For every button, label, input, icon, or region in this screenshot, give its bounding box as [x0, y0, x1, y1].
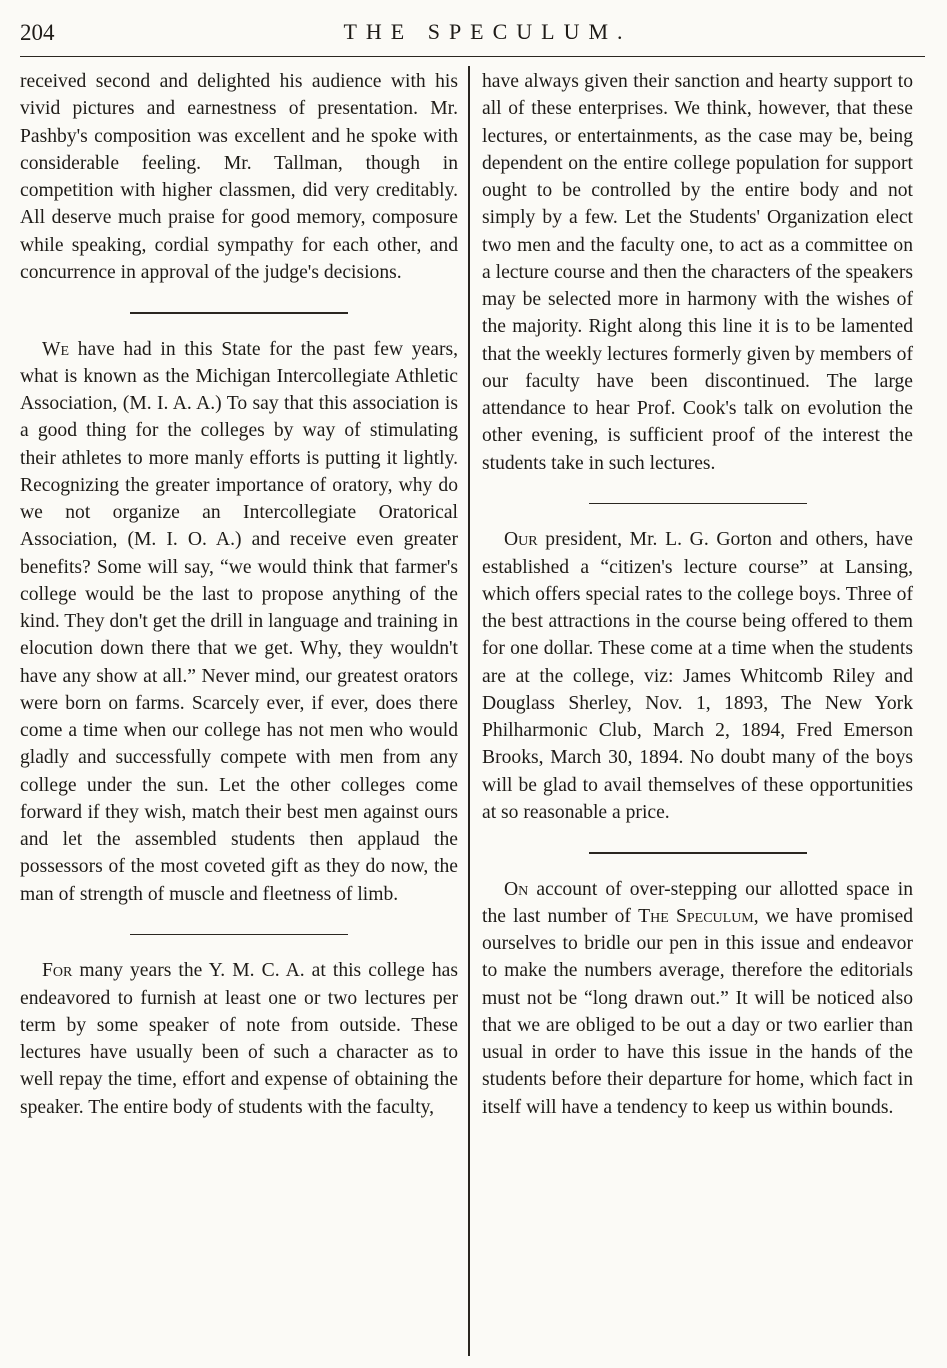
- section-rule: [589, 503, 807, 505]
- journal-title: THE SPECULUM.: [343, 19, 632, 44]
- page-number: 204: [20, 20, 55, 45]
- paragraph-body: , we have promised ourselves to bridle our pen in this issue and endeavor to make the numbers average, therefore the editorials must not be “long drawn out.” It will be noticed also that we are obliged to be out a day or two earlier than usual in order to have this issue in the hands of the students before their departure for home, which fact in itself will have a tendency to keep us within bounds.: [482, 905, 913, 1118]
- left-column: [20, 68, 458, 1121]
- paragraph-body: have had in this State for the past few years, what is known as the Michigan Intercollegiate Athletic Association, (M. I. A. A.) To say that this association is a good thing for the colleges by way of stimulating their athletes to more manly efforts is putting it lightly. Recognizing the greater importance of oratory, why do we not organize an Intercollegiate Oratorical Association, (M. I. O. A.) and receive even greater benefits? Some will say, “we would think that farmer's college would be the last to propose anything of the kind. They don't get the drill in language and training in elocution down there that we get. Why, they wouldn't have any show at all.” Never mind, our greatest orators were born on farms. Scarcely ever, if ever, does there come a time when our college has not men who would gladly and successfully compete with men from any college under the sun. Let the other colleges come forward if they wish, match their best men against ours and let the assembled students then applaud the possessors of the most coveted gift as they do now, the man of strength of muscle and fleetness of limb.: [20, 338, 458, 905]
- paragraph-lead-word: Our: [504, 529, 538, 551]
- paragraph-lead-word: We: [42, 338, 70, 360]
- paragraph-body: president, Mr. L. G. Gorton and others, have established a “citizen's lecture course” at Lansing, which offers special rates to the college boys. Three of the best attractions in the course being offered to them for one dollar. These come at a time when the students are at the college, viz: James Whitcomb Riley and Douglass Sherley, Nov. 1, 1893, The New York Philharmonic Club, March 2, 1894, Fred Emerson Brooks, March 30, 1894. No doubt many of the boys will be glad to avail themselves of these opportunities at so reasonable a price.: [482, 529, 913, 823]
- paragraph-oratorical-association: [20, 336, 458, 908]
- section-rule: [130, 312, 348, 314]
- section-rule: [130, 934, 348, 936]
- paragraph-citizens-lecture-course: [482, 526, 913, 826]
- right-column: [482, 68, 913, 1121]
- column-divider: [468, 66, 470, 1356]
- journal-name-inline: The Speculum: [638, 905, 754, 927]
- paragraph-allotted-space: [482, 876, 913, 1121]
- paragraph-ymca-lectures: [20, 957, 458, 1121]
- paragraph-body: account of over-stepping our allotted space in the last number of: [482, 878, 913, 927]
- paragraph-lead-word: On: [504, 878, 529, 900]
- page-header: [20, 16, 925, 57]
- section-rule: [589, 852, 807, 854]
- paragraph-contest-results: received second and delighted his audience with his vivid pictures and earnestness of presentation. Mr. Pashby's composition was excellent and he spoke with considerable feeling. Mr. Tallman, though in competition with higher classmen, did very creditably. All deserve much praise for good memory, composure while speaking, cordial sympathy for each other, and concurrence in approval of the judge's decisions.: [20, 71, 458, 283]
- paragraph-lecture-committee: have always given their sanction and hearty support to all of these enterprises. We think, however, that these lectures, or entertainments, as the case may be, being dependent on the entire college population for support ought to be controlled by the entire body and not simply by a few. Let the Students' Organization elect two men and the faculty one, to act as a committee on a lecture course and then the characters of the speakers may be selected more in harmony with the wishes of the majority. Right along this line it is to be lamented that the weekly lectures formerly given by members of our faculty have been discontinued. The large attendance to hear Prof. Cook's talk on evolution the other evening, is sufficient proof of the interest the students take in such lectures.: [482, 71, 913, 474]
- paragraph-lead-word: For: [42, 960, 73, 982]
- paragraph-body: many years the Y. M. C. A. at this college has endeavored to furnish at least one or two lectures per term by some speaker of note from outside. These lectures have usually been of such a character as to well repay the time, effort and expense of obtaining the speaker. The entire body of students with the faculty,: [20, 960, 458, 1118]
